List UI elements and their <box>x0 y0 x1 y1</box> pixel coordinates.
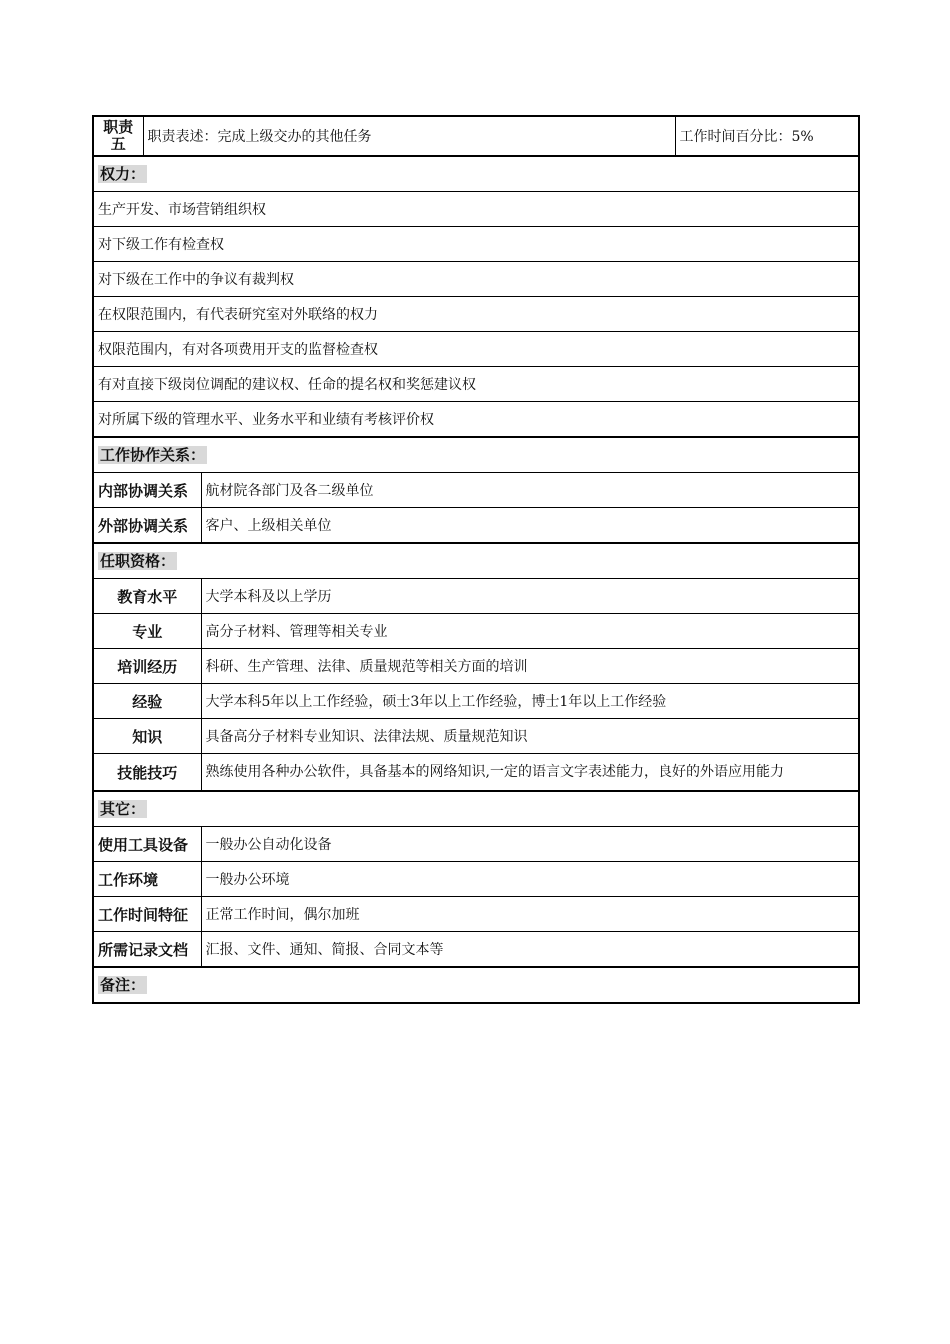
authority-item <box>93 367 859 402</box>
other-heading-row <box>93 791 859 827</box>
other-label: 所需记录文档 <box>93 932 201 968</box>
qualification-value: 大学本科5年以上工作经验，硕士3年以上工作经验，博士1年以上工作经验 <box>201 684 859 719</box>
other-row <box>93 827 859 862</box>
qualification-label: 经验 <box>93 684 201 719</box>
authority-item <box>93 332 859 367</box>
relations-heading-row <box>93 437 859 473</box>
authority-item-text: 对下级工作有检查权 <box>93 227 859 262</box>
qualifications-heading-row <box>93 543 859 579</box>
qualification-row <box>93 649 859 684</box>
remarks-heading-row <box>93 967 859 1003</box>
authority-item <box>93 297 859 332</box>
relation-value: 航材院各部门及各二级单位 <box>201 473 859 508</box>
qualifications-heading: 任职资格： <box>100 552 176 570</box>
authority-item-text: 对下级在工作中的争议有裁判权 <box>93 262 859 297</box>
other-value: 一般办公自动化设备 <box>201 827 859 862</box>
other-value: 正常工作时间，偶尔加班 <box>201 897 859 932</box>
qualification-value: 科研、生产管理、法律、质量规范等相关方面的培训 <box>201 649 859 684</box>
duty-label-line1: 职责 <box>103 118 134 136</box>
relation-row <box>93 508 859 544</box>
authority-item-text: 权限范围内，有对各项费用开支的监督检查权 <box>93 332 859 367</box>
other-label: 工作环境 <box>93 862 201 897</box>
duty-label-line2: 五 <box>110 135 126 153</box>
duty-label <box>93 116 143 156</box>
other-label: 工作时间特征 <box>93 897 201 932</box>
qualification-value: 具备高分子材料专业知识、法律法规、质量规范知识 <box>201 719 859 754</box>
qualification-label: 培训经历 <box>93 649 201 684</box>
duty-description: 职责表述：完成上级交办的其他任务 <box>143 116 675 156</box>
authority-item <box>93 402 859 438</box>
other-value: 汇报、文件、通知、简报、合同文本等 <box>201 932 859 968</box>
other-row <box>93 862 859 897</box>
remarks-heading: 备注： <box>100 976 146 994</box>
qualification-row <box>93 684 859 719</box>
qualification-label: 技能技巧 <box>93 754 201 792</box>
authority-heading: 权力： <box>100 165 146 183</box>
authority-item <box>93 192 859 227</box>
qualification-row <box>93 754 859 792</box>
qualification-row <box>93 719 859 754</box>
qualification-label: 教育水平 <box>93 579 201 614</box>
qualification-label: 专业 <box>93 614 201 649</box>
other-row <box>93 932 859 968</box>
authority-item-text: 有对直接下级岗位调配的建议权、任命的提名权和奖惩建议权 <box>93 367 859 402</box>
other-heading: 其它： <box>100 800 146 818</box>
job-description-page <box>92 115 858 1004</box>
relation-label: 外部协调关系 <box>93 508 201 544</box>
duty-time-percent: 工作时间百分比：5% <box>675 116 859 156</box>
duty-row <box>93 116 859 156</box>
authority-item-text: 在权限范围内，有代表研究室对外联络的权力 <box>93 297 859 332</box>
authority-item <box>93 227 859 262</box>
authority-heading-row <box>93 156 859 192</box>
relation-value: 客户、上级相关单位 <box>201 508 859 544</box>
qualification-row <box>93 579 859 614</box>
authority-item-text: 生产开发、市场营销组织权 <box>93 192 859 227</box>
other-row <box>93 897 859 932</box>
other-label: 使用工具设备 <box>93 827 201 862</box>
qualification-value: 高分子材料、管理等相关专业 <box>201 614 859 649</box>
relation-row <box>93 473 859 508</box>
relation-label: 内部协调关系 <box>93 473 201 508</box>
qualification-value: 大学本科及以上学历 <box>201 579 859 614</box>
qualification-value: 熟练使用各种办公软件，具备基本的网络知识,一定的语言文字表述能力，良好的外语应用能力 <box>201 754 859 792</box>
other-value: 一般办公环境 <box>201 862 859 897</box>
qualification-row <box>93 614 859 649</box>
authority-item-text: 对所属下级的管理水平、业务水平和业绩有考核评价权 <box>93 402 859 438</box>
job-description-table <box>92 115 860 1004</box>
authority-item <box>93 262 859 297</box>
relations-heading: 工作协作关系： <box>100 446 206 464</box>
qualification-label: 知识 <box>93 719 201 754</box>
